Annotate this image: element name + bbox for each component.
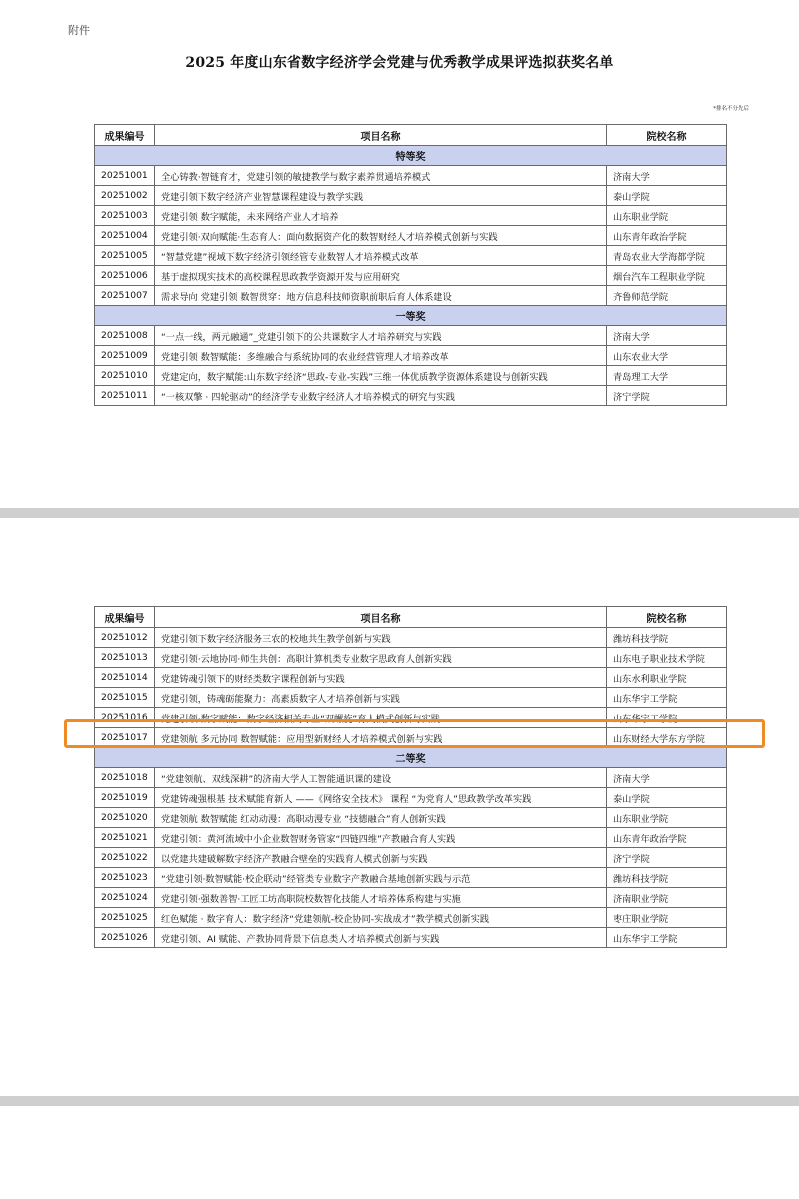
section-title: 二等奖 (95, 748, 727, 768)
cell-id: 20251023 (95, 868, 155, 888)
header-school: 院校名称 (607, 607, 727, 628)
page-3 (0, 1106, 799, 1199)
cell-project: 党建铸魂引领下的财经类数字课程创新与实践 (155, 668, 607, 688)
cell-project: 全心铸教·智链育才，党建引领的敏捷教学与数字素养贯通培养模式 (155, 166, 607, 186)
award-table-1 (94, 124, 727, 406)
cell-school: 山东职业学院 (607, 808, 727, 828)
cell-project: 基于虚拟现实技术的高校课程思政教学资源开发与应用研究 (155, 266, 607, 286)
section-row (95, 748, 727, 768)
cell-project: “党建领航、双线深耕”的济南大学人工智能通识课的建设 (155, 768, 607, 788)
cell-school: 齐鲁师范学院 (607, 286, 727, 306)
cell-school: 济宁学院 (607, 386, 727, 406)
cell-id: 20251002 (95, 186, 155, 206)
cell-id: 20251012 (95, 628, 155, 648)
cell-school: 泰山学院 (607, 788, 727, 808)
cell-school: 烟台汽车工程职业学院 (607, 266, 727, 286)
cell-school: 山东财经大学东方学院 (607, 728, 727, 748)
cell-project: 党建引领·云地协同·师生共创：高职计算机类专业数字思政育人创新实践 (155, 648, 607, 668)
cell-project: “智慧党建”视域下数字经济引领经管专业数智人才培养模式改革 (155, 246, 607, 266)
table-row (95, 226, 727, 246)
cell-school: 山东青年政治学院 (607, 226, 727, 246)
section-title: 一等奖 (95, 306, 727, 326)
page-separator (0, 1096, 799, 1106)
cell-id: 20251018 (95, 768, 155, 788)
cell-id: 20251015 (95, 688, 155, 708)
section-title: 特等奖 (95, 146, 727, 166)
table-row (95, 326, 727, 346)
cell-project: 党建引领、AI 赋能、产教协同背景下信息类人才培养模式创新与实践 (155, 928, 607, 948)
cell-school: 山东青年政治学院 (607, 828, 727, 848)
header-id: 成果编号 (95, 125, 155, 146)
cell-project: 党建引领·强数善智·工匠工坊高职院校数智化技能人才培养体系构建与实施 (155, 888, 607, 908)
cell-project: “一核双擎 · 四轮驱动”的经济学专业数字经济人才培养模式的研究与实践 (155, 386, 607, 406)
section-row (95, 146, 727, 166)
cell-project: 党建铸魂强根基 技术赋能育新人 ——《网络安全技术》 课程 “为党育人”思政教学改革实践 (155, 788, 607, 808)
cell-id: 20251006 (95, 266, 155, 286)
header-id: 成果编号 (95, 607, 155, 628)
cell-id: 20251009 (95, 346, 155, 366)
cell-school: 青岛农业大学海都学院 (607, 246, 727, 266)
table-row (95, 628, 727, 648)
table-row (95, 286, 727, 306)
cell-school: 山东农业大学 (607, 346, 727, 366)
cell-school: 泰山学院 (607, 186, 727, 206)
cell-project: 党建引领，铸魂砺能聚力：高素质数字人才培养创新与实践 (155, 688, 607, 708)
cell-id: 20251017 (95, 728, 155, 748)
table-row (95, 848, 727, 868)
cell-id: 20251021 (95, 828, 155, 848)
cell-id: 20251003 (95, 206, 155, 226)
cell-project: 党建领航 多元协同 数智赋能：应用型新财经人才培养模式创新与实践 (155, 728, 607, 748)
cell-project: “党建引领·数智赋能·校企联动”经管类专业数字产教融合基地创新实践与示范 (155, 868, 607, 888)
cell-school: 潍坊科技学院 (607, 868, 727, 888)
header-project: 项目名称 (155, 125, 607, 146)
table-row (95, 888, 727, 908)
cell-school: 山东华宇工学院 (607, 928, 727, 948)
cell-id: 20251025 (95, 908, 155, 928)
cell-school: 济南大学 (607, 166, 727, 186)
cell-id: 20251024 (95, 888, 155, 908)
table-row (95, 688, 727, 708)
cell-id: 20251016 (95, 708, 155, 728)
cell-school: 济南大学 (607, 326, 727, 346)
cell-id: 20251007 (95, 286, 155, 306)
cell-school: 济南大学 (607, 768, 727, 788)
header-project: 项目名称 (155, 607, 607, 628)
table-row (95, 206, 727, 226)
cell-id: 20251004 (95, 226, 155, 246)
cell-school: 济宁学院 (607, 848, 727, 868)
table-row (95, 928, 727, 948)
cell-project: 党建引领·双向赋能·生态育人：面向数据资产化的数智财经人才培养模式创新与实践 (155, 226, 607, 246)
cell-id: 20251011 (95, 386, 155, 406)
table-row (95, 386, 727, 406)
cell-project: 党建引领·数字赋能：数字经济相关专业“双螺旋”育人模式创新与实践 (155, 708, 607, 728)
cell-project: “一点一线，两元融通”_党建引领下的公共课数字人才培养研究与实践 (155, 326, 607, 346)
table-header-row (95, 607, 727, 628)
header-school: 院校名称 (607, 125, 727, 146)
cell-id: 20251019 (95, 788, 155, 808)
table-header-row (95, 125, 727, 146)
table-row (95, 186, 727, 206)
cell-school: 济南职业学院 (607, 888, 727, 908)
award-table-2 (94, 606, 727, 948)
highlight-box (64, 719, 765, 748)
cell-school: 山东职业学院 (607, 206, 727, 226)
cell-school: 山东水利职业学院 (607, 668, 727, 688)
cell-id: 20251010 (95, 366, 155, 386)
cell-school: 山东华宇工学院 (607, 708, 727, 728)
table-row (95, 346, 727, 366)
cell-id: 20251001 (95, 166, 155, 186)
table-row (95, 246, 727, 266)
cell-project: 党建引领下数字经济产业智慧课程建设与教学实践 (155, 186, 607, 206)
table-row (95, 808, 727, 828)
cell-id: 20251005 (95, 246, 155, 266)
table-row (95, 668, 727, 688)
table-row (95, 266, 727, 286)
ranking-note: *排名不分先后 (713, 106, 749, 112)
cell-id: 20251014 (95, 668, 155, 688)
table-row (95, 366, 727, 386)
document-title: 2025 年度山东省数字经济学会党建与优秀教学成果评选拟获奖名单 (185, 55, 614, 71)
table-row (95, 908, 727, 928)
cell-project: 党建引领 数智赋能：多维融合与系统协同的农业经营管理人才培养改革 (155, 346, 607, 366)
table-row (95, 768, 727, 788)
table-row (95, 788, 727, 808)
cell-id: 20251020 (95, 808, 155, 828)
cell-school: 山东华宇工学院 (607, 688, 727, 708)
cell-school: 枣庄职业学院 (607, 908, 727, 928)
section-row (95, 306, 727, 326)
cell-project: 党建引领 数字赋能，未来网络产业人才培养 (155, 206, 607, 226)
cell-project: 红色赋能 · 数字育人：数字经济“党建领航-校企协同-实战成才”教学模式创新实践 (155, 908, 607, 928)
table-row (95, 648, 727, 668)
cell-id: 20251026 (95, 928, 155, 948)
table-row (95, 828, 727, 848)
cell-school: 青岛理工大学 (607, 366, 727, 386)
cell-school: 山东电子职业技术学院 (607, 648, 727, 668)
cell-project: 以党建共建破解数字经济产教融合壁垒的实践育人模式创新与实践 (155, 848, 607, 868)
cell-project: 党建引领下数字经济服务三农的校地共生教学创新与实践 (155, 628, 607, 648)
page-separator (0, 508, 799, 518)
table-row (95, 166, 727, 186)
cell-project: 党建领航 数智赋能 红动动漫：高职动漫专业 “技德融合”育人创新实践 (155, 808, 607, 828)
cell-school: 潍坊科技学院 (607, 628, 727, 648)
cell-project: 需求导向 党建引领 数智贯穿：地方信息科技师资职前职后育人体系建设 (155, 286, 607, 306)
cell-id: 20251022 (95, 848, 155, 868)
cell-id: 20251008 (95, 326, 155, 346)
cell-project: 党建定向，数字赋能:山东数字经济“思政-专业-实践”三维一体优质教学资源体系建设与创新实践 (155, 366, 607, 386)
attachment-label: 附件 (68, 24, 90, 37)
cell-id: 20251013 (95, 648, 155, 668)
table-row (95, 868, 727, 888)
cell-project: 党建引领：黄河流域中小企业数智财务管家“四链四维”产教融合育人实践 (155, 828, 607, 848)
